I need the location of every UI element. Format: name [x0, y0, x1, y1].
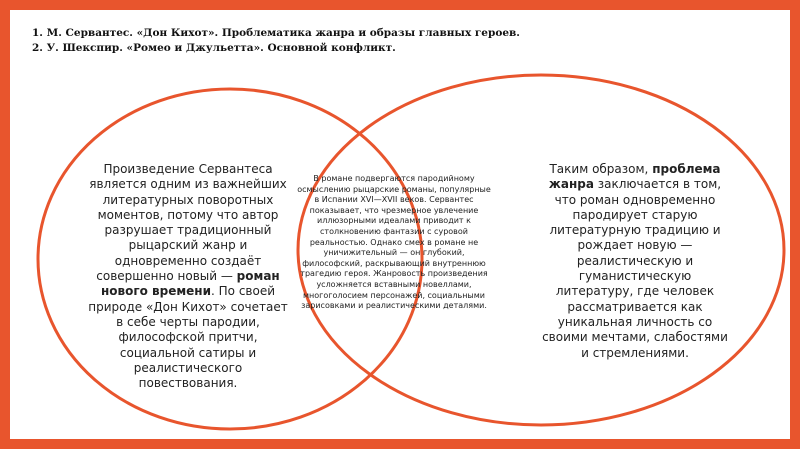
intersection-text: В романе подвергаются пародийному осмыслению рыцарские романы, популярные в Испании XVI—XVII веков. Сервантес показывает, что чрезмерное увлечение иллюзорными идеалами приводит к столкновению фантазии с суровой реальностью. Однако смех в романе не уничижительный — он глубокий, философский, раскрывающий внутреннюю трагедию героя. Жанровость произведения усложняется вставными новеллами, многоголосием персонажей, социальными зарисовками и реалистическими деталями. — [297, 174, 491, 311]
left-text-before: Произведение Сервантеса является одним из важнейших литературных поворотных моментов, потому что автор разрушает традиционный рыцарский жанр и одновременно создаёт совершенно новый — — [89, 162, 287, 284]
header-line-2: 2. У. Шекспир. «Ромео и Джульетта». Основной конфликт. — [32, 42, 396, 54]
left-text-after: . По своей природе «Дон Кихот» сочетает в себе черты пародии, философской притчи, социальной сатиры и реалистического повествования. — [88, 284, 288, 391]
right-text-bold: проблема жанра — [548, 162, 721, 192]
header-line-1: 1. М. Сервантес. «Дон Кихот». Проблематика жанра и образы главных героев. — [32, 27, 520, 39]
right-text-after: заключается в том, что роман одновременно пародирует старую литературную традицию и рождает новую — реалистическую и гуманистическую литературу, где человек рассматривается как уникальная личность со своими мечтами, слабостями и стремлениями. — [542, 177, 728, 360]
left-circle-text — [88, 162, 288, 391]
right-circle-text — [540, 162, 730, 361]
right-text-before: Таким образом, — [549, 162, 653, 176]
slide — [10, 10, 790, 439]
left-text-bold: роман нового времени — [100, 269, 280, 299]
